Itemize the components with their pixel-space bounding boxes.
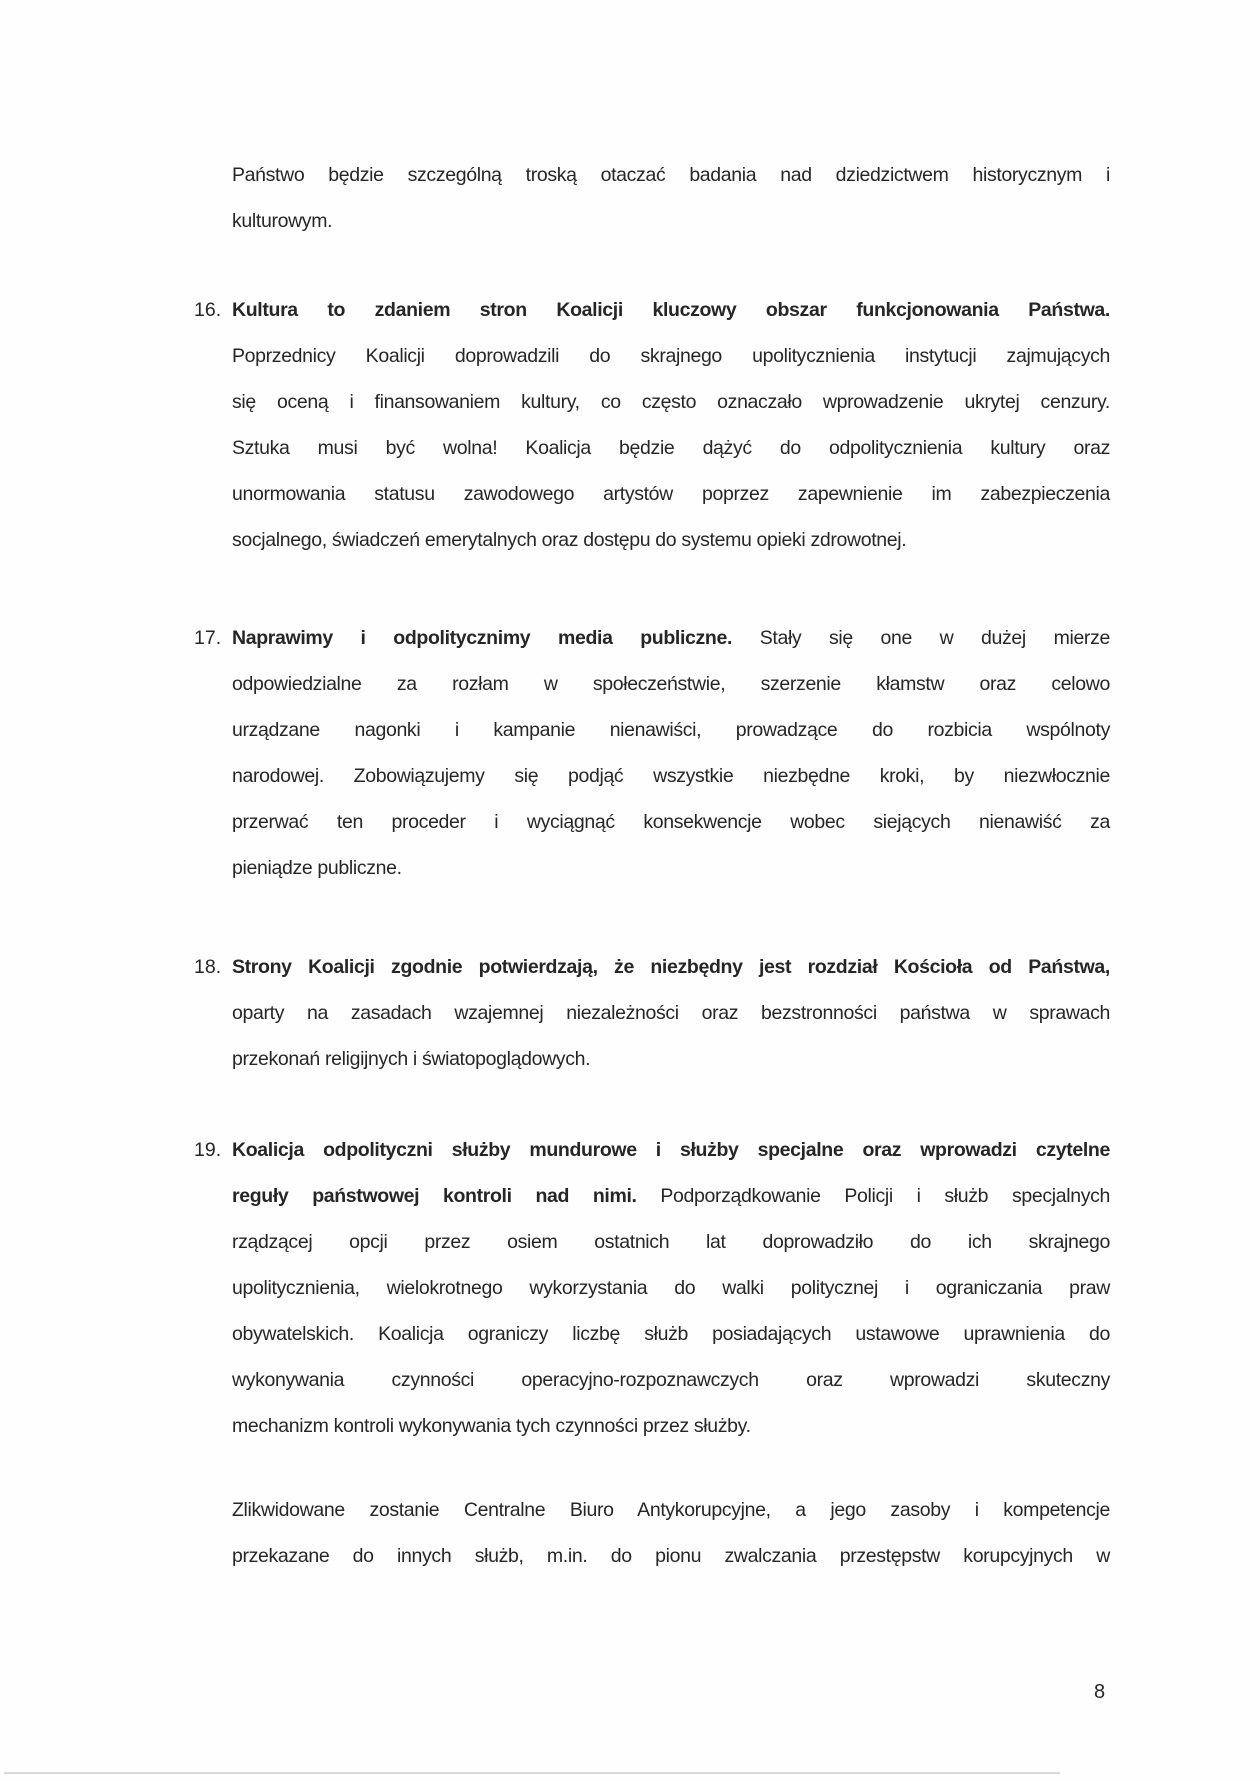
item-number: 19. — [194, 1139, 222, 1161]
text-line — [232, 287, 1110, 333]
closing-paragraph — [232, 1487, 1110, 1579]
text-line — [232, 1127, 1110, 1173]
item-text: urządzane nagonki i kampanie nienawiści, prowadzące do rozbicia wspólnoty — [232, 719, 1110, 741]
text-line — [232, 1487, 1110, 1533]
item-text: obywatelskich. Koalicja ograniczy liczbę służb posiadających ustawowe uprawnienia do — [232, 1323, 1110, 1345]
list-item-17 — [194, 615, 1110, 891]
text-line — [232, 471, 1110, 517]
text-line — [232, 1403, 1110, 1449]
item-text: odpowiedzialne za rozłam w społeczeństwie, szerzenie kłamstw oraz celowo — [232, 673, 1110, 695]
text-line — [232, 425, 1110, 471]
text-line — [232, 152, 1110, 198]
text-line — [232, 661, 1110, 707]
item-text: przekonań religijnych i światopoglądowych. — [232, 1048, 591, 1070]
text-line — [232, 990, 1110, 1036]
intro-line-2: kulturowym. — [232, 210, 333, 232]
page-number: 8 — [1094, 1681, 1106, 1703]
item-text: narodowej. Zobowiązujemy się podjąć wszystkie niezbędne kroki, by niezwłocznie — [232, 765, 1110, 787]
intro-paragraph — [232, 152, 1110, 244]
list-item-19 — [194, 1127, 1110, 1449]
closing-line-2: przekazane do innych służb, m.in. do pionu zwalczania przestępstw korupcyjnych w — [232, 1545, 1110, 1567]
text-line — [232, 1219, 1110, 1265]
item-number: 18. — [194, 956, 222, 978]
item-text: Sztuka musi być wolna! Koalicja będzie dążyć do odpolitycznienia kultury oraz — [232, 437, 1110, 459]
item-heading: Strony Koalicji zgodnie potwierdzają, że niezbędny jest rozdział Kościoła od Państwa, — [232, 956, 1110, 978]
text-line — [232, 198, 1110, 244]
text-line — [232, 1265, 1110, 1311]
text-line — [232, 1173, 1110, 1219]
item-number: 16. — [194, 299, 222, 321]
item-text: się oceną i finansowaniem kultury, co często oznaczało wprowadzenie ukrytej cenzury. — [232, 391, 1110, 413]
item-heading: Kultura to zdaniem stron Koalicji kluczowy obszar funkcjonowania Państwa. — [232, 299, 1110, 321]
item-heading: reguły państwowej kontroli nad nimi. — [232, 1185, 637, 1207]
list-item-16 — [194, 287, 1110, 563]
text-line — [232, 1357, 1110, 1403]
item-text: rządzącej opcji przez osiem ostatnich lat doprowadziło do ich skrajnego — [232, 1231, 1110, 1253]
text-line — [232, 707, 1110, 753]
text-line — [232, 615, 1110, 661]
text-line — [232, 1533, 1110, 1579]
text-line — [232, 333, 1110, 379]
intro-line-1: Państwo będzie szczególną troską otaczać badania nad dziedzictwem historycznym i — [232, 164, 1110, 186]
item-number: 17. — [194, 627, 222, 649]
text-line — [232, 944, 1110, 990]
item-text: wykonywania czynności operacyjno-rozpoznawczych oraz wprowadzi skuteczny — [232, 1369, 1110, 1391]
item-text: Podporządkowanie Policji i służb specjalnych — [636, 1185, 1110, 1207]
item-text: oparty na zasadach wzajemnej niezależności oraz bezstronności państwa w sprawach — [232, 1002, 1110, 1024]
text-line — [232, 1036, 1110, 1082]
text-line — [232, 517, 1110, 563]
text-line — [232, 799, 1110, 845]
list-item-18 — [194, 944, 1110, 1082]
text-line — [232, 1311, 1110, 1357]
item-text: mechanizm kontroli wykonywania tych czynności przez służby. — [232, 1415, 751, 1437]
item-text: Stały się one w dużej mierze — [732, 627, 1110, 649]
item-text: unormowania statusu zawodowego artystów poprzez zapewnienie im zabezpieczenia — [232, 483, 1110, 505]
text-line — [232, 753, 1110, 799]
item-text: socjalnego, świadczeń emerytalnych oraz dostępu do systemu opieki zdrowotnej. — [232, 529, 907, 551]
item-text: przerwać ten proceder i wyciągnąć konsekwencje wobec siejących nienawiść za — [232, 811, 1110, 833]
item-heading: Koalicja odpolityczni służby mundurowe i służby specjalne oraz wprowadzi czytelne — [232, 1139, 1110, 1161]
item-text: Poprzednicy Koalicji doprowadzili do skrajnego upolitycznienia instytucji zajmujących — [232, 345, 1110, 367]
item-text: pieniądze publiczne. — [232, 857, 402, 879]
item-heading: Naprawimy i odpolitycznimy media publiczne. — [232, 627, 733, 649]
closing-line-1: Zlikwidowane zostanie Centralne Biuro Antykorupcyjne, a jego zasoby i kompetencje — [232, 1499, 1110, 1521]
scan-edge-divider — [4, 1772, 1060, 1774]
item-text: upolitycznienia, wielokrotnego wykorzystania do walki politycznej i ograniczania praw — [232, 1277, 1110, 1299]
text-line — [232, 845, 1110, 891]
text-line — [232, 379, 1110, 425]
